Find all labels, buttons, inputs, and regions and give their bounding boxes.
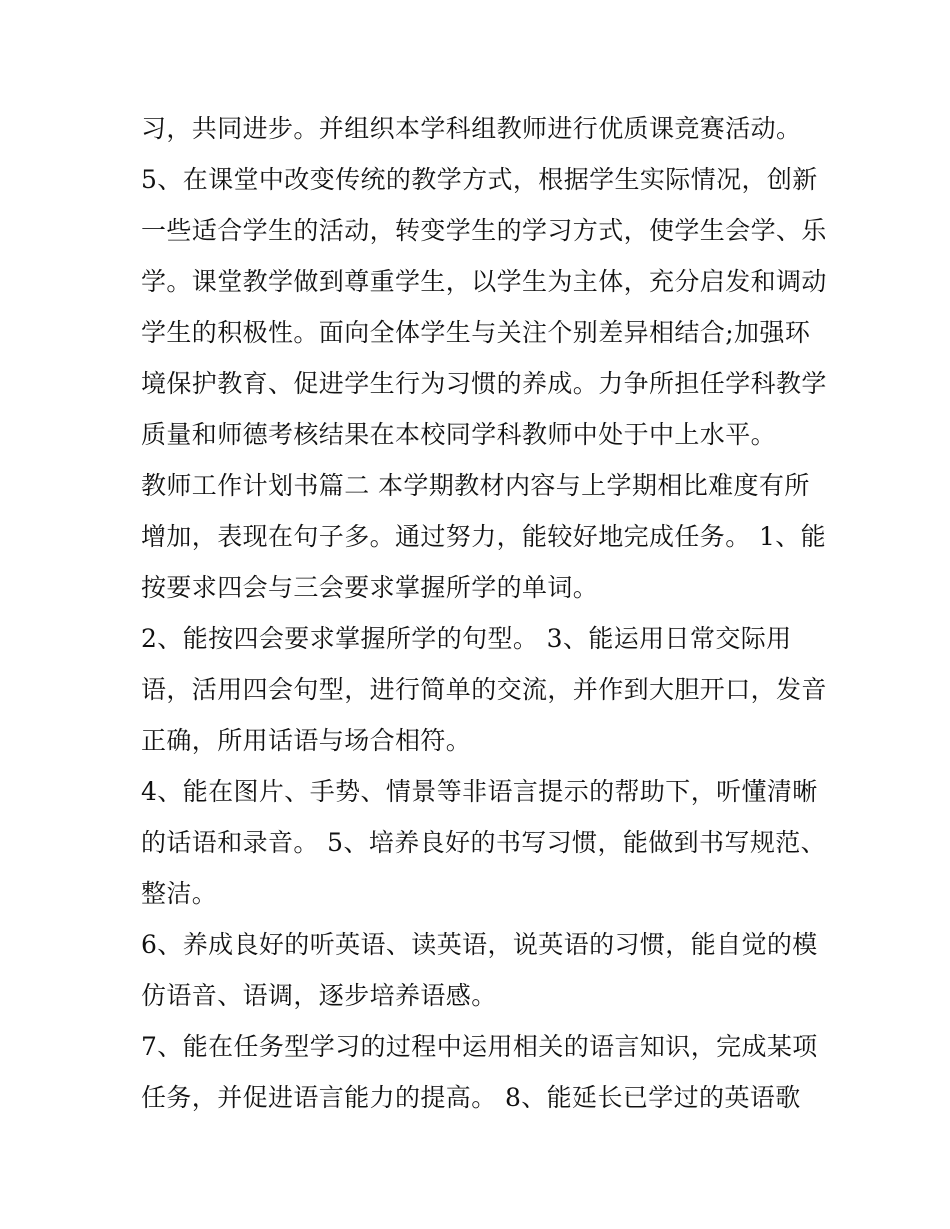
- text-line: 按要求四会与三会要求掌握所学的单词。: [141, 573, 599, 602]
- text-line: 语，活用四会句型，进行简单的交流，并作到大胆开口，发音: [141, 675, 827, 704]
- text-line: 仿语音、语调，逐步培养语感。: [141, 981, 497, 1010]
- text-line: 境保护教育、促进学生行为习惯的养成。力争所担任学科教学: [141, 369, 827, 398]
- text-line: 学生的积极性。面向全体学生与关注个别差异相结合;加强环: [141, 318, 811, 347]
- text-line: 教师工作计划书篇二 本学期教材内容与上学期相比难度有所: [141, 471, 810, 500]
- text-line: 质量和师德考核结果在本校同学科教师中处于中上水平。: [141, 420, 777, 449]
- text-line: 7、能在任务型学习的过程中运用相关的语言知识，完成某项: [141, 1032, 818, 1061]
- text-line: 学。课堂教学做到尊重学生，以学生为主体，充分启发和调动: [141, 267, 827, 296]
- text-line: 4、能在图片、手势、情景等非语言提示的帮助下，听懂清晰: [141, 777, 818, 806]
- text-line: 的话语和录音。 5、培养良好的书写习惯，能做到书写规范、: [141, 828, 827, 857]
- text-line: 增加，表现在句子多。通过努力，能较好地完成任务。 1、能: [141, 522, 827, 551]
- text-line: 正确，所用话语与场合相符。: [141, 726, 472, 755]
- text-line: 整洁。: [141, 879, 218, 908]
- text-line: 6、养成良好的听英语、读英语，说英语的习惯，能自觉的模: [141, 930, 818, 959]
- text-line: 习，共同进步。并组织本学科组教师进行优质课竞赛活动。: [141, 114, 802, 143]
- text-line: 任务，并促进语言能力的提高。 8、能延长已学过的英语歌: [141, 1083, 801, 1112]
- text-line: 5、在课堂中改变传统的教学方式，根据学生实际情况，创新: [141, 165, 818, 194]
- text-line: 一些适合学生的活动，转变学生的学习方式，使学生会学、乐: [141, 216, 827, 245]
- text-line: 2、能按四会要求掌握所学的句型。 3、能运用日常交际用: [141, 624, 792, 653]
